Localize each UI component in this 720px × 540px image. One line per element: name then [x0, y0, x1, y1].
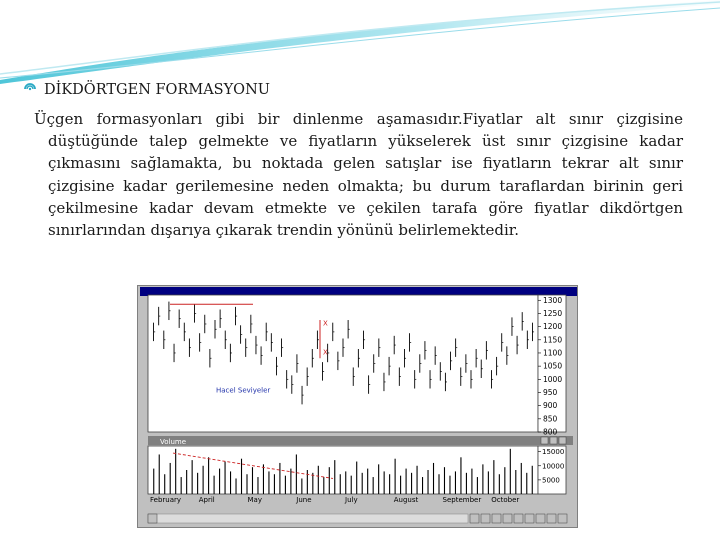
price-plot-area — [148, 295, 538, 432]
heading-text: DİKDÖRTGEN FORMASYONU — [44, 82, 270, 98]
range-mark-bottom: X — [323, 348, 328, 357]
toolbar-button[interactable] — [525, 514, 534, 523]
volume-header — [148, 436, 573, 445]
scroll-left-button[interactable] — [148, 514, 157, 523]
bullet-icon — [24, 83, 36, 95]
volume-min-button[interactable] — [541, 437, 548, 444]
month-tick-label: July — [345, 496, 358, 504]
month-tick-label: October — [491, 496, 520, 504]
range-mark-top: X — [323, 319, 328, 328]
chart-canvas — [138, 286, 579, 529]
month-tick-label: August — [393, 496, 419, 504]
price-tick-label: 1200 — [543, 322, 563, 332]
annotation-label: Hacel Seviyeler — [216, 386, 271, 395]
month-tick-label: February — [150, 496, 182, 504]
volume-max-button[interactable] — [550, 437, 557, 444]
toolbar-button[interactable] — [536, 514, 545, 523]
toolbar-button[interactable] — [558, 514, 567, 523]
toolbar-button[interactable] — [492, 514, 501, 523]
volume-tick-label: 5000 — [542, 476, 560, 485]
price-tick-label: 850 — [543, 414, 558, 424]
month-tick-label: September — [442, 496, 482, 504]
price-tick-label: 1050 — [543, 361, 563, 371]
price-tick-label: 1250 — [543, 308, 563, 318]
month-tick-label: April — [198, 496, 215, 504]
volume-label: Volume — [160, 438, 187, 446]
volume-tick-label: 10000 — [542, 462, 565, 471]
price-tick-label: 1300 — [543, 295, 563, 305]
toolbar-button[interactable] — [547, 514, 556, 523]
chart-window — [137, 285, 578, 528]
toolbar-button[interactable] — [503, 514, 512, 523]
slide-heading — [24, 82, 270, 98]
price-tick-label: 900 — [543, 401, 558, 411]
horizontal-scrollbar[interactable] — [148, 514, 468, 523]
price-tick-label: 1000 — [543, 374, 563, 384]
body-paragraph: Üçgen formasyonları gibi bir dinlenme aşamasıdır.Fiyatlar alt sınır çizgisine düştüğünde talep gelmekte ve fiyatların yükselerek üst sınır çizgisine kadar çıkmasını sağlamakta, bu noktada gelen satışlar ise fiyatların tekrar alt sınır çizgisine kadar gerilemesine neden olmakta; bu durum taraflardan birinin geri çekilmesine kadar devam etmekte ve çekilen tarafa göre fiyatlar dikdörtgen sınırlarından dışarıya çıkarak trendin yönünü belirlemektedir. — [34, 110, 683, 240]
price-tick-label: 800 — [543, 427, 558, 437]
price-tick-label: 1150 — [543, 335, 563, 345]
toolbar-button[interactable] — [470, 514, 479, 523]
header-swoosh — [0, 0, 720, 90]
month-tick-label: June — [296, 496, 312, 504]
month-tick-label: May — [247, 496, 262, 504]
volume-tick-label: 15000 — [542, 448, 565, 457]
toolbar-button[interactable] — [514, 514, 523, 523]
volume-close-button[interactable] — [559, 437, 566, 444]
price-tick-label: 1100 — [543, 348, 563, 358]
toolbar-button[interactable] — [481, 514, 490, 523]
price-tick-label: 950 — [543, 387, 558, 397]
volume-plot-area — [148, 446, 538, 494]
